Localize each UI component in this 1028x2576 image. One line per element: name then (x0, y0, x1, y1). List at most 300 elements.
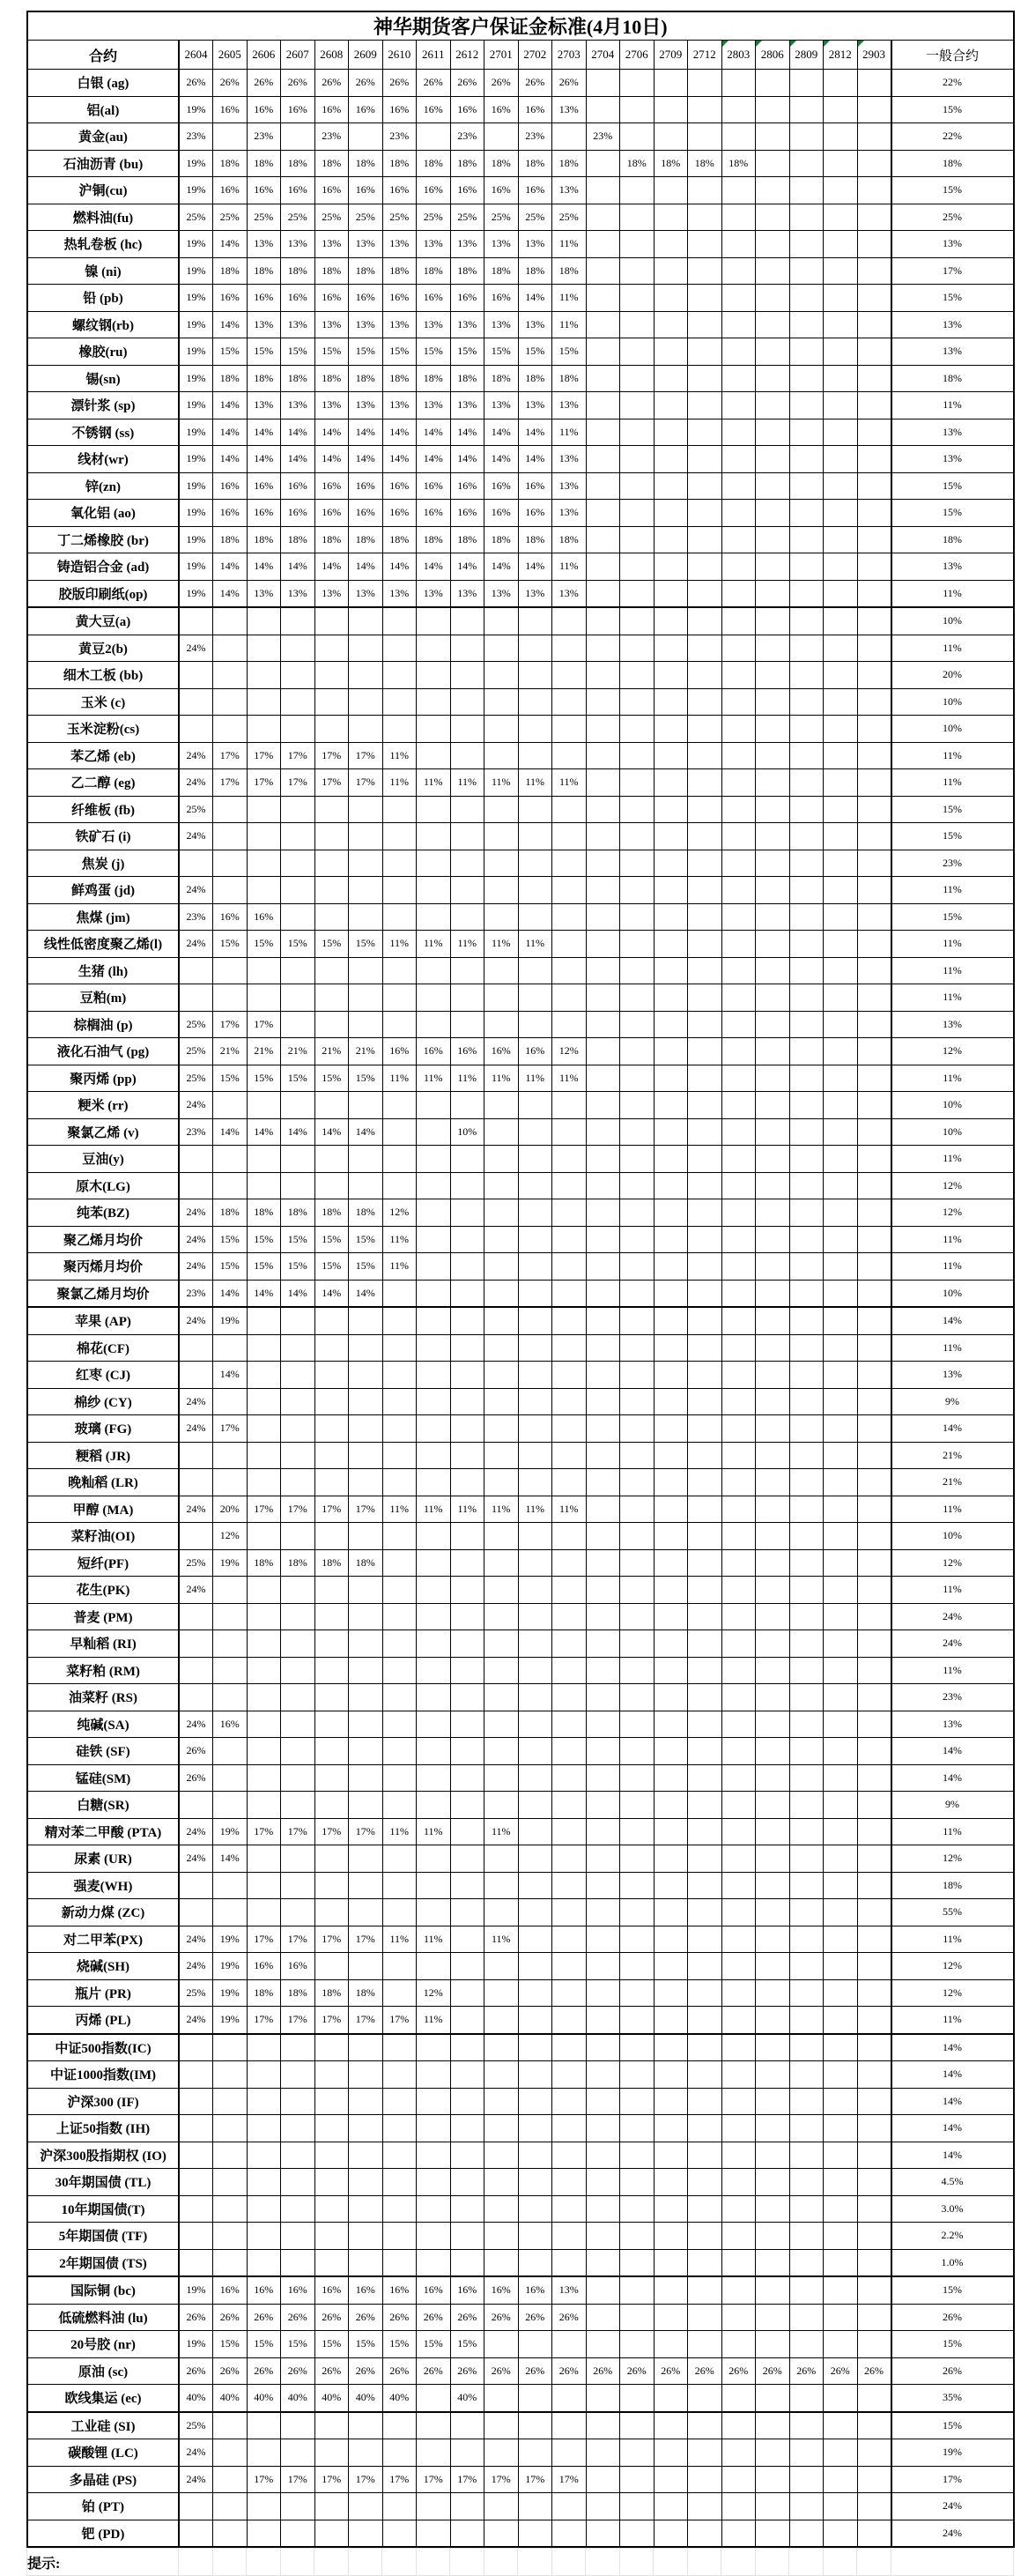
margin-cell: 19% (179, 472, 213, 500)
margin-cell (824, 716, 858, 743)
table-row (27, 688, 1014, 716)
margin-cell (518, 1253, 552, 1281)
margin-cell (518, 1630, 552, 1658)
margin-cell (213, 1899, 248, 1926)
margin-cell (789, 984, 824, 1012)
margin-cell: 19% (213, 1953, 248, 1980)
margin-cell (857, 2331, 891, 2358)
margin-cell: 18% (314, 1199, 349, 1227)
margin-cell (688, 1953, 722, 1980)
margin-cell (417, 2223, 451, 2250)
margin-cell (382, 2412, 417, 2439)
margin-cell (789, 231, 824, 258)
contract-name-cell: 棉纱 (CY) (27, 1388, 179, 1415)
general-margin-cell: 12% (891, 1549, 1014, 1577)
table-row (27, 984, 1014, 1012)
margin-cell (857, 2304, 891, 2331)
margin-cell (281, 1657, 315, 1684)
margin-cell (417, 662, 451, 689)
margin-cell (857, 231, 891, 258)
margin-cell (620, 2169, 655, 2196)
margin-cell (213, 2520, 248, 2547)
margin-cell (756, 1738, 790, 1765)
margin-cell: 12% (552, 1038, 587, 1065)
margin-cell (620, 823, 655, 850)
general-margin-cell: 11% (891, 931, 1014, 958)
margin-cell (620, 2331, 655, 2358)
margin-cell (417, 1792, 451, 1819)
margin-cell: 16% (314, 472, 349, 500)
margin-cell (281, 1738, 315, 1765)
margin-cell: 17% (281, 1496, 315, 1523)
margin-cell (620, 1657, 655, 1684)
month-header-2806[interactable]: 2806 (756, 41, 790, 70)
margin-cell (213, 1172, 248, 1199)
margin-cell (824, 1334, 858, 1362)
margin-cell (857, 2007, 891, 2034)
margin-cell (213, 1092, 248, 1119)
margin-cell: 23% (247, 123, 281, 151)
margin-cell (349, 903, 383, 931)
margin-cell (721, 742, 756, 769)
margin-cell: 25% (179, 2412, 213, 2439)
margin-cell (349, 1953, 383, 1980)
margin-cell: 14% (213, 1845, 248, 1873)
margin-cell: 17% (484, 2466, 519, 2493)
margin-cell (314, 1442, 349, 1469)
margin-cell (417, 2195, 451, 2223)
table-row (27, 1442, 1014, 1469)
margin-cell (518, 1899, 552, 1926)
margin-cell (213, 1603, 248, 1630)
margin-cell (314, 850, 349, 877)
margin-cell (857, 635, 891, 662)
contract-name-cell: 低硫燃料油 (lu) (27, 2304, 179, 2331)
margin-cell (382, 1307, 417, 1334)
margin-cell (382, 1334, 417, 1362)
margin-cell (281, 1711, 315, 1738)
margin-cell (756, 2142, 790, 2169)
margin-cell (281, 957, 315, 984)
margin-cell (756, 2304, 790, 2331)
margin-cell: 14% (314, 1118, 349, 1146)
margin-cell: 17% (314, 2466, 349, 2493)
margin-cell: 17% (247, 1496, 281, 1523)
margin-cell (484, 2088, 519, 2115)
margin-cell (552, 1953, 587, 1980)
margin-cell (789, 2331, 824, 2358)
margin-cell (654, 177, 688, 204)
margin-cell (789, 1280, 824, 1307)
margin-cell (484, 1523, 519, 1550)
empty-grid-cell (212, 2549, 247, 2576)
margin-cell (382, 903, 417, 931)
margin-cell (484, 742, 519, 769)
margin-cell (450, 957, 484, 984)
margin-cell (518, 1442, 552, 1469)
margin-cell (654, 2439, 688, 2467)
margin-cell: 26% (179, 1764, 213, 1792)
margin-cell (654, 446, 688, 473)
margin-cell (620, 635, 655, 662)
table-row (27, 1872, 1014, 1899)
margin-cell (518, 1684, 552, 1711)
margin-cell (349, 1307, 383, 1334)
margin-cell: 16% (382, 285, 417, 312)
margin-cell: 11% (552, 769, 587, 797)
margin-cell (721, 2088, 756, 2115)
month-header-2803[interactable]: 2803 (721, 41, 756, 70)
margin-cell (586, 472, 620, 500)
margin-cell: 40% (179, 2385, 213, 2412)
margin-cell (824, 2061, 858, 2089)
margin-cell (179, 957, 213, 984)
margin-cell (417, 2088, 451, 2115)
margin-cell (552, 607, 587, 635)
contract-name-cell: 油菜籽 (RS) (27, 1684, 179, 1711)
margin-cell: 16% (213, 500, 248, 527)
margin-cell (382, 1845, 417, 1873)
margin-cell (552, 1657, 587, 1684)
margin-cell: 18% (247, 1199, 281, 1227)
margin-cell (586, 2466, 620, 2493)
margin-cell (688, 1307, 722, 1334)
margin-cell (213, 1442, 248, 1469)
margin-cell: 23% (314, 123, 349, 151)
margin-cell: 18% (213, 1199, 248, 1227)
margin-cell (314, 2061, 349, 2089)
contract-name-cell: 新动力煤 (ZC) (27, 1899, 179, 1926)
margin-cell (586, 1065, 620, 1092)
margin-cell (756, 769, 790, 797)
margin-cell (417, 1307, 451, 1334)
margin-cell (179, 1523, 213, 1550)
margin-cell (179, 688, 213, 716)
margin-cell (349, 2439, 383, 2467)
margin-cell (857, 1577, 891, 1604)
margin-cell (789, 796, 824, 823)
table-row (27, 2223, 1014, 2250)
margin-cell (484, 1011, 519, 1038)
margin-cell (349, 2412, 383, 2439)
margin-cell: 14% (484, 553, 519, 581)
margin-cell (349, 1442, 383, 1469)
margin-cell (789, 526, 824, 553)
margin-cell (586, 1630, 620, 1658)
margin-cell (552, 1738, 587, 1765)
margin-cell (281, 1845, 315, 1873)
margin-cell: 16% (213, 2276, 248, 2304)
margin-cell: 15% (213, 1253, 248, 1281)
margin-cell (450, 796, 484, 823)
margin-cell: 12% (213, 1523, 248, 1550)
margin-cell (450, 1899, 484, 1926)
margin-cell (688, 1388, 722, 1415)
margin-cell (382, 1388, 417, 1415)
margin-cell (314, 2520, 349, 2547)
margin-cell (620, 2412, 655, 2439)
margin-cell: 16% (450, 500, 484, 527)
margin-cell (382, 1442, 417, 1469)
margin-cell (552, 2061, 587, 2089)
margin-cell: 18% (450, 365, 484, 392)
margin-cell: 18% (552, 365, 587, 392)
margin-cell (552, 1711, 587, 1738)
margin-cell (688, 419, 722, 446)
margin-cell (688, 1118, 722, 1146)
margin-cell (450, 688, 484, 716)
general-margin-cell: 24% (891, 1630, 1014, 1658)
margin-cell (484, 1092, 519, 1119)
margin-cell: 23% (179, 1118, 213, 1146)
margin-cell (382, 1280, 417, 1307)
margin-cell (552, 2034, 587, 2061)
margin-cell (586, 2088, 620, 2115)
margin-cell: 15% (281, 1226, 315, 1253)
margin-cell: 17% (247, 1926, 281, 1953)
margin-cell (281, 1469, 315, 1496)
margin-cell: 26% (586, 2357, 620, 2385)
margin-cell (281, 1899, 315, 1926)
margin-cell (518, 2195, 552, 2223)
margin-cell: 16% (349, 177, 383, 204)
margin-cell (586, 2223, 620, 2250)
margin-cell (518, 823, 552, 850)
margin-cell (620, 1362, 655, 1389)
margin-cell (789, 1172, 824, 1199)
margin-cell (213, 2088, 248, 2115)
margin-cell (382, 1657, 417, 1684)
margin-cell: 17% (450, 2466, 484, 2493)
margin-cell (484, 2520, 519, 2547)
empty-grid-cell (823, 2549, 857, 2576)
margin-cell (824, 2249, 858, 2276)
table-row (27, 150, 1014, 177)
margin-cell (417, 877, 451, 904)
month-header-2812[interactable]: 2812 (824, 41, 858, 70)
margin-cell: 17% (213, 1415, 248, 1443)
margin-cell (417, 2061, 451, 2089)
margin-cell: 18% (484, 150, 519, 177)
margin-cell (179, 2034, 213, 2061)
month-header-2706: 2706 (620, 41, 655, 70)
margin-cell (857, 2412, 891, 2439)
empty-grid-cell (789, 2549, 824, 2576)
margin-cell (484, 688, 519, 716)
margin-cell (857, 1657, 891, 1684)
margin-cell (213, 607, 248, 635)
margin-cell (721, 1549, 756, 1577)
margin-cell: 26% (417, 2304, 451, 2331)
table-row (27, 1549, 1014, 1577)
margin-cell (756, 472, 790, 500)
margin-cell (518, 1226, 552, 1253)
margin-cell (824, 1523, 858, 1550)
contract-name-cell: 丁二烯橡胶 (br) (27, 526, 179, 553)
margin-cell (518, 2520, 552, 2547)
margin-cell: 23% (179, 123, 213, 151)
margin-cell (179, 1469, 213, 1496)
margin-cell: 19% (179, 446, 213, 473)
margin-cell (417, 2520, 451, 2547)
margin-cell (824, 1926, 858, 1953)
margin-cell (586, 392, 620, 419)
month-header-2809[interactable]: 2809 (789, 41, 824, 70)
margin-cell: 26% (281, 70, 315, 97)
margin-cell (654, 769, 688, 797)
margin-cell (654, 1038, 688, 1065)
margin-cell (586, 1092, 620, 1119)
table-row (27, 338, 1014, 366)
margin-cell: 15% (450, 2331, 484, 2358)
margin-cell (450, 1603, 484, 1630)
contract-name-cell: 2年期国债 (TS) (27, 2249, 179, 2276)
margin-cell (450, 877, 484, 904)
margin-cell: 15% (349, 2331, 383, 2358)
margin-cell (349, 1469, 383, 1496)
margin-cell: 19% (179, 150, 213, 177)
table-row (27, 1792, 1014, 1819)
page-title: 神华期货客户保证金标准(4月10日) (27, 11, 1014, 41)
margin-cell (349, 1657, 383, 1684)
margin-cell (857, 2115, 891, 2142)
margin-cell (552, 2249, 587, 2276)
general-margin-cell: 11% (891, 769, 1014, 797)
margin-cell (450, 1523, 484, 1550)
margin-cell (857, 1845, 891, 1873)
margin-cell (281, 1415, 315, 1443)
margin-cell (620, 2276, 655, 2304)
margin-cell (857, 1226, 891, 1253)
margin-cell (247, 2439, 281, 2467)
margin-cell (688, 1845, 722, 1873)
margin-cell (789, 580, 824, 607)
margin-cell (756, 526, 790, 553)
margin-cell (721, 1872, 756, 1899)
margin-cell (450, 2520, 484, 2547)
margin-cell (586, 1711, 620, 1738)
margin-cell: 26% (450, 2304, 484, 2331)
margin-cell (586, 1011, 620, 1038)
margin-cell (824, 1065, 858, 1092)
margin-cell (620, 957, 655, 984)
margin-cell (721, 2466, 756, 2493)
table-row (27, 123, 1014, 151)
contract-name-cell: 黄金(au) (27, 123, 179, 151)
margin-cell: 15% (349, 338, 383, 366)
margin-cell (417, 2493, 451, 2520)
margin-cell: 26% (417, 2357, 451, 2385)
margin-cell (518, 1845, 552, 1873)
margin-cell: 16% (314, 285, 349, 312)
margin-cell (349, 796, 383, 823)
contract-name-cell: 原木(LG) (27, 1172, 179, 1199)
margin-cell (450, 1657, 484, 1684)
margin-cell (179, 1684, 213, 1711)
margin-cell (824, 1199, 858, 1227)
margin-cell (688, 1711, 722, 1738)
margin-cell (417, 2142, 451, 2169)
margin-cell (417, 1011, 451, 1038)
general-margin-cell: 13% (891, 419, 1014, 446)
margin-cell: 18% (213, 150, 248, 177)
margin-cell (281, 607, 315, 635)
margin-cell: 23% (518, 123, 552, 151)
margin-cell (824, 1388, 858, 1415)
margin-cell (824, 70, 858, 97)
margin-cell: 26% (349, 2357, 383, 2385)
margin-cell: 16% (417, 96, 451, 123)
margin-cell: 15% (213, 1065, 248, 1092)
contract-name-cell: 棉花(CF) (27, 1334, 179, 1362)
margin-cell (213, 662, 248, 689)
margin-cell (586, 1199, 620, 1227)
margin-cell (721, 1953, 756, 1980)
general-margin-cell: 10% (891, 1523, 1014, 1550)
margin-cell (247, 716, 281, 743)
margin-cell: 11% (518, 769, 552, 797)
margin-cell: 18% (281, 1549, 315, 1577)
margin-cell: 19% (179, 311, 213, 338)
contract-name-cell: 镍 (ni) (27, 257, 179, 285)
month-header-2903[interactable]: 2903 (857, 41, 891, 70)
margin-cell (281, 1630, 315, 1658)
margin-cell: 14% (213, 392, 248, 419)
margin-cell (450, 607, 484, 635)
margin-cell: 16% (518, 1038, 552, 1065)
margin-cell (484, 2169, 519, 2196)
margin-cell (450, 1979, 484, 2007)
margin-cell: 16% (213, 472, 248, 500)
margin-cell (281, 984, 315, 1012)
margin-cell: 14% (247, 553, 281, 581)
margin-cell (721, 1469, 756, 1496)
margin-cell (721, 1038, 756, 1065)
general-margin-cell: 1.0% (891, 2249, 1014, 2276)
margin-cell: 16% (450, 177, 484, 204)
margin-cell (620, 607, 655, 635)
margin-cell (586, 1226, 620, 1253)
margin-cell (586, 2304, 620, 2331)
margin-cell (721, 850, 756, 877)
month-header-2605: 2605 (213, 41, 248, 70)
margin-cell: 26% (450, 70, 484, 97)
margin-cell (179, 1334, 213, 1362)
table-row (27, 1280, 1014, 1307)
contract-name-cell: 不锈钢 (ss) (27, 419, 179, 446)
margin-cell: 26% (382, 2357, 417, 2385)
margin-cell (654, 2304, 688, 2331)
contract-name-cell: 瓶片 (PR) (27, 1979, 179, 2007)
margin-cell: 18% (349, 257, 383, 285)
margin-cell: 11% (382, 1065, 417, 1092)
margin-cell (484, 2331, 519, 2358)
margin-cell (824, 1118, 858, 1146)
margin-cell (756, 1577, 790, 1604)
margin-cell (756, 1549, 790, 1577)
margin-cell (450, 2412, 484, 2439)
margin-cell (314, 877, 349, 904)
margin-cell (586, 2007, 620, 2034)
margin-cell (789, 1738, 824, 1765)
margin-cell: 16% (484, 96, 519, 123)
margin-cell: 13% (349, 392, 383, 419)
margin-cell: 18% (552, 257, 587, 285)
margin-cell (756, 1280, 790, 1307)
margin-cell (417, 2439, 451, 2467)
margin-cell (654, 2195, 688, 2223)
margin-cell (281, 2249, 315, 2276)
